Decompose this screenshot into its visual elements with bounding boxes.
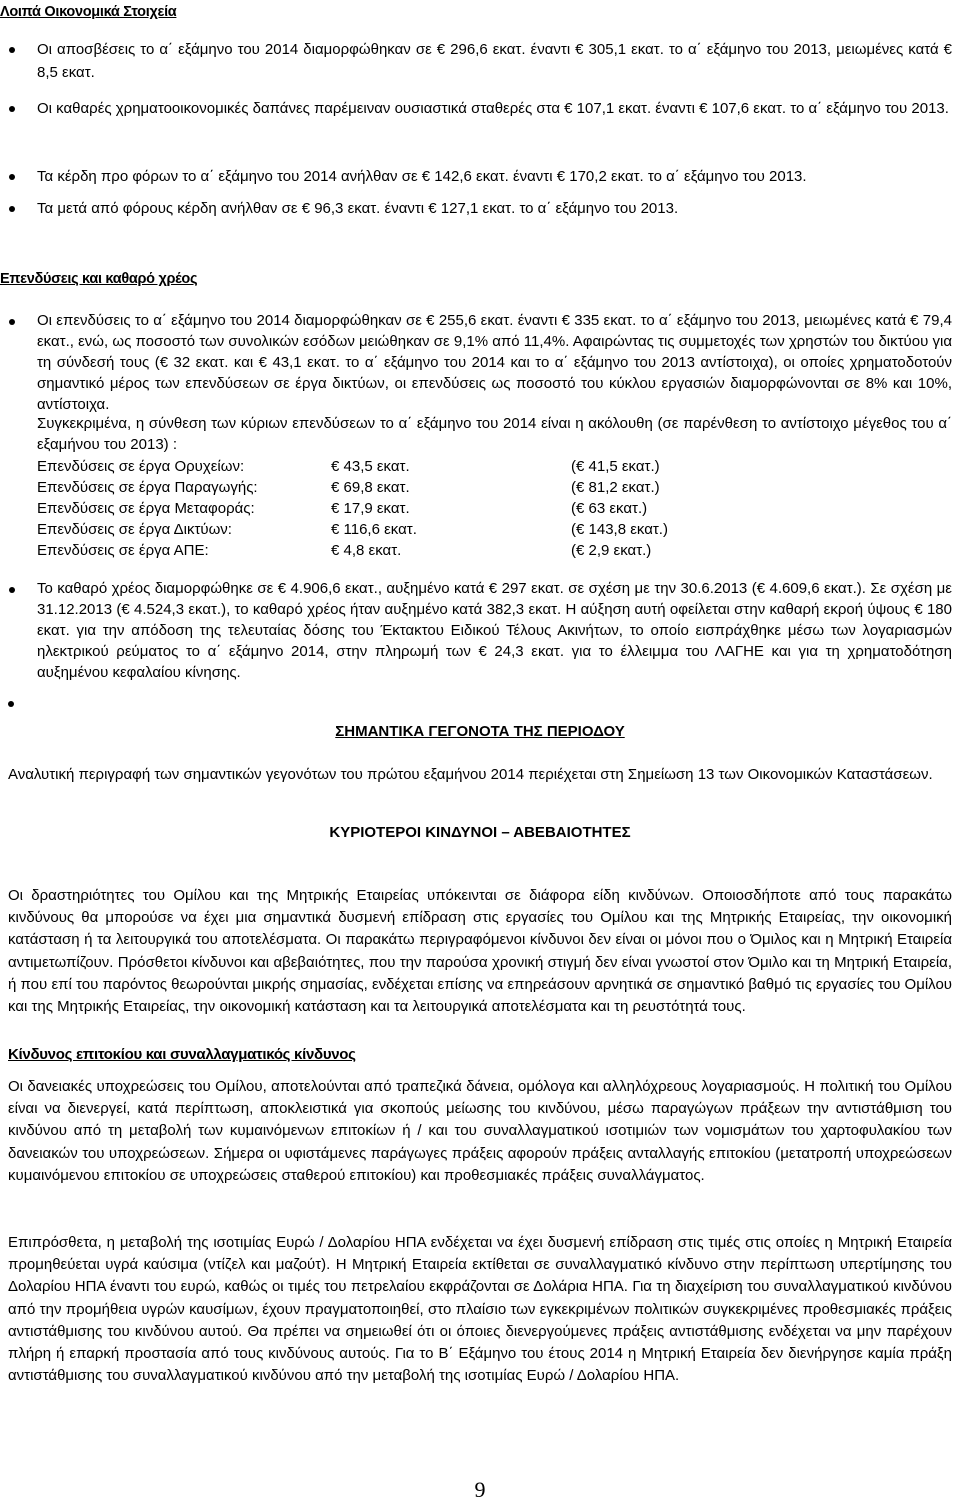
list-item bbox=[0, 38, 960, 84]
section-title-main-risks: ΚΥΡΙΟΤΕΡΟΙ ΚΙΝΔΥΝΟΙ – ΑΒΕΒΑΙΟΤΗΤΕΣ bbox=[329, 824, 631, 841]
table-row bbox=[37, 455, 952, 478]
page-number: 9 bbox=[474, 1477, 486, 1502]
bullet-text: Το καθαρό χρέος διαμορφώθηκε σε € 4.906,6 εκατ., αυξημένο κατά € 297 εκατ. σε σχέση με την 30.6.2013 (€ 4.609,6 εκατ.). Σε σχέση με 31.12.2013 (€ 4.524,3 εκατ.), το καθαρό χρέος ήταν αυξημένο κατά 382,3 εκατ. Η αύξηση αυτή οφείλεται στην καθαρή εκροή ύψους € 180 εκατ. για την απόδοση της τελευταίας δόσης του Έκτακτου Ειδικού Τέλους Ακινήτων, το οποίο εισπράχθηκε μέσω των λογαριασμών ηλεκτρικού ρεύματος το α΄ εξάμηνο 2014, στην πληρωμή των € 24,3 εκατ. για το έλλειμμα του ΛΑΓΗΕ και για τη χρηματοδότηση αυξημένου κεφαλαίου κίνησης. bbox=[37, 580, 952, 681]
bullet-text: Οι αποσβέσεις το α΄ εξάμηνο του 2014 διαμορφώθηκαν σε € 296,6 εκατ. έναντι € 305,1 εκατ. το α΄ εξάμηνο του 2013, μειωμένες κατά € 8,5 εκατ. bbox=[37, 41, 952, 81]
bullet-icon bbox=[9, 174, 15, 180]
bullet-text: Οι επενδύσεις το α΄ εξάμηνο του 2014 διαμορφώθηκαν σε € 255,6 εκατ. έναντι € 335 εκατ. το α΄ εξάμηνο του 2013, μειωμένες κατά € 79,4 εκατ., ενώ, ως ποσοστό των συνολικών εσόδων μειώθηκαν σε 9,1% από 11,4%. Αφαιρώντας τις συμμετοχές των χρηστών του δικτύου για τη σύνδεσή τους (€ 32 εκατ. και € 43,1 εκατ. το α΄ εξάμηνο του 2014 και το α΄ εξάμηνο του 2013 αντίστοιχα), οι οποίες χρηματοδοτούν σημαντικό μέρος των επενδύσεων σε έργα δικτύων, οι επενδύσεις ως ποσοστό του κύκλου εργασιών διαμορφώνονται σε 8% και 10%, αντίστοιχα. bbox=[37, 312, 952, 413]
investment-label: Επενδύσεις σε έργα Παραγωγής: bbox=[37, 479, 258, 496]
list-item bbox=[0, 165, 960, 188]
bullet-icon bbox=[9, 206, 15, 212]
bullet-icon bbox=[9, 106, 15, 112]
table-row bbox=[37, 518, 952, 541]
list-item bbox=[0, 310, 960, 415]
investment-prev-value: (€ 2,9 εκατ.) bbox=[571, 542, 652, 559]
investment-value: € 43,5 εκατ. bbox=[331, 458, 410, 475]
bullet-icon bbox=[9, 319, 15, 325]
investment-label: Επενδύσεις σε έργα Δικτύων: bbox=[37, 521, 232, 538]
investment-label: Επενδύσεις σε έργα Μεταφοράς: bbox=[37, 500, 255, 517]
investment-prev-value: (€ 143,8 εκατ.) bbox=[571, 521, 668, 538]
section-title-investments-debt: Επενδύσεις και καθαρό χρέος bbox=[0, 271, 198, 287]
investment-prev-value: (€ 41,5 εκατ.) bbox=[571, 458, 660, 475]
investment-value: € 17,9 εκατ. bbox=[331, 500, 410, 517]
investment-label: Επενδύσεις σε έργα Ορυχείων: bbox=[37, 458, 245, 475]
bullet-icon bbox=[9, 587, 15, 593]
bullet-text: Τα κέρδη προ φόρων το α΄ εξάμηνο του 2014 ανήλθαν σε € 142,6 εκατ. έναντι € 170,2 εκατ. το α΄ εξάμηνο του 2013. bbox=[37, 168, 807, 185]
section-title-interest-fx-risk: Κίνδυνος επιτοκίου και συναλλαγματικός κίνδυνος bbox=[8, 1046, 356, 1063]
investment-prev-value: (€ 81,2 εκατ.) bbox=[571, 479, 660, 496]
significant-events-text: Αναλυτική περιγραφή των σημαντικών γεγονότων του πρώτου εξαμήνου 2014 περιέχεται στη Σημείωση 13 των Οικονομικών Καταστάσεων. bbox=[8, 766, 933, 783]
table-row bbox=[37, 476, 952, 499]
investment-value: € 116,6 εκατ. bbox=[331, 521, 417, 538]
table-row bbox=[37, 497, 952, 520]
list-item bbox=[0, 97, 960, 143]
main-risks-text: Οι δραστηριότητες του Ομίλου και της Μητρικής Εταιρείας υπόκεινται σε διάφορα είδη κινδύνων. Οποιοσδήποτε από τους παρακάτω κινδύνους θα μπορούσε να έχει μια σημαντικά δυσμενή επίδραση στις εργασίες του Ομίλου και της Μητρικής Εταιρείας, την οικονομική κατάσταση ή τα λειτουργικά του αποτελέσματα. Οι παρακάτω περιγραφόμενοι κίνδυνοι δεν είναι οι μόνοι που ο Όμιλος και η Μητρική Εταιρεία αντιμετωπίζουν. Πρόσθετοι κίνδυνοι και αβεβαιότητες, που την παρούσα χρονική στιγμή δεν είναι γνωστοί στον Όμιλο και τη Μητρική Εταιρεία, ή που επί του παρόντος θεωρούνται μικρής σημασίας, ενδέχεται επίσης να επηρεάσουν αρνητικά σε σημαντικό βαθμό τις εργασίες του Ομίλου και της Μητρικής Εταιρείας, την οικονομική κατάσταση και τα λειτουργικά αποτελέσματα και τη ρευστότητά τους. bbox=[8, 887, 952, 1016]
table-row bbox=[37, 539, 952, 562]
bullet-text: Οι καθαρές χρηματοοικονομικές δαπάνες παρέμειναν ουσιαστικά σταθερές στα € 107,1 εκατ. έναντι € 107,6 εκατ. το α΄ εξάμηνο του 2013. bbox=[37, 100, 949, 117]
list-item bbox=[0, 197, 960, 220]
bullet-icon bbox=[9, 47, 15, 53]
investment-prev-value: (€ 63 εκατ.) bbox=[571, 500, 648, 517]
interest-fx-para-2: Επιπρόσθετα, η μεταβολή της ισοτιμίας Ευρώ / Δολαρίου ΗΠΑ ενδέχεται να έχει δυσμενή επίδραση στις τιμές στις οποίες η Μητρική Εταιρεία προμηθεύεται υγρά καύσιμα (ντίζελ και μαζούτ). Η Μητρική Εταιρεία εκτίθεται σε συναλλαγματικό κίνδυνο στην περίπτωση υπερτίμησης του Δολαρίου ΗΠΑ έναντι του ευρώ, καθώς οι τιμές του πετρελαίου εκφράζονται σε Δολάρια ΗΠΑ. Για τη διαχείριση του συναλλαγματικού κινδύνου από την προμήθεια υγρών καυσίμων, έχουν πραγματοποιηθεί, στο πλαίσιο των εγκεκριμένων πολιτικών συγκεκριμένες προθεσμιακές πράξεις αντιστάθμισης του κινδύνου αυτού. Θα πρέπει να σημειωθεί ότι οι όποιες διενεργούμενες πράξεις αντιστάθμισης ενδέχεται να μην παρέχουν πλήρη ή επαρκή προστασία από τους κινδύνους αυτούς. Για το Β΄ Εξάμηνο του έτους 2014 η Μητρική Εταιρεία δεν διενήργησε καμία πράξη αντιστάθμισης του συναλλαγματικού κινδύνου από την μεταβολή της ισοτιμίας Ευρώ / Δολαρίου ΗΠΑ. bbox=[8, 1234, 952, 1385]
list-item bbox=[0, 578, 960, 683]
bullet-text: Τα μετά από φόρους κέρδη ανήλθαν σε € 96,3 εκατ. έναντι € 127,1 εκατ. το α΄ εξάμηνο του 2013. bbox=[37, 200, 679, 217]
investment-value: € 69,8 εκατ. bbox=[331, 479, 410, 496]
investment-label: Επενδύσεις σε έργα ΑΠΕ: bbox=[37, 542, 209, 559]
section-title-other-financials: Λοιπά Οικονομικά Στοιχεία bbox=[0, 4, 177, 20]
investment-value: € 4,8 εκατ. bbox=[331, 542, 402, 559]
section-title-significant-events: ΣΗΜΑΝΤΙΚΑ ΓΕΓΟΝΟΤΑ ΤΗΣ ΠΕΡΙΟΔΟΥ bbox=[335, 723, 625, 740]
interest-fx-para-1: Οι δανειακές υποχρεώσεις του Ομίλου, αποτελούνται από τραπεζικά δάνεια, ομόλογα και αλληλόχρεους λογαριασμούς. Η πολιτική του Ομίλου είναι να διενεργεί, κατά περίπτωση, αποκλειστικά για σκοπούς μείωσης του κινδύνου, μέσω παραγώγων πράξεων την αντιστάθμιση του κινδύνου από τη μεταβολή των κυμαινόμενων επιτοκίων ή / και του συναλλαγματικού ισοτιμιών των νομισμάτων του χαρτοφυλακίου των δανειακών του υποχρεώσεων. Σήμερα οι υφιστάμενες παράγωγες πράξεις αφορούν πράξεις ανταλλαγής επιτοκίου (μετατροπή υποχρεώσεων κυμαινόμενου επιτοκίου σε υποχρεώσεις σταθερού επιτοκίου) και προθεσμιακές πράξεις συναλλάγματος. bbox=[8, 1078, 952, 1184]
composition-intro: Συγκεκριμένα, η σύνθεση των κύριων επενδύσεων το α΄ εξάμηνο του 2014 είναι η ακόλουθη (σε παρένθεση το αντίστοιχο μέγεθος του α΄ εξαμήνου του 2013) : bbox=[37, 415, 952, 453]
bullet-icon bbox=[8, 701, 14, 707]
